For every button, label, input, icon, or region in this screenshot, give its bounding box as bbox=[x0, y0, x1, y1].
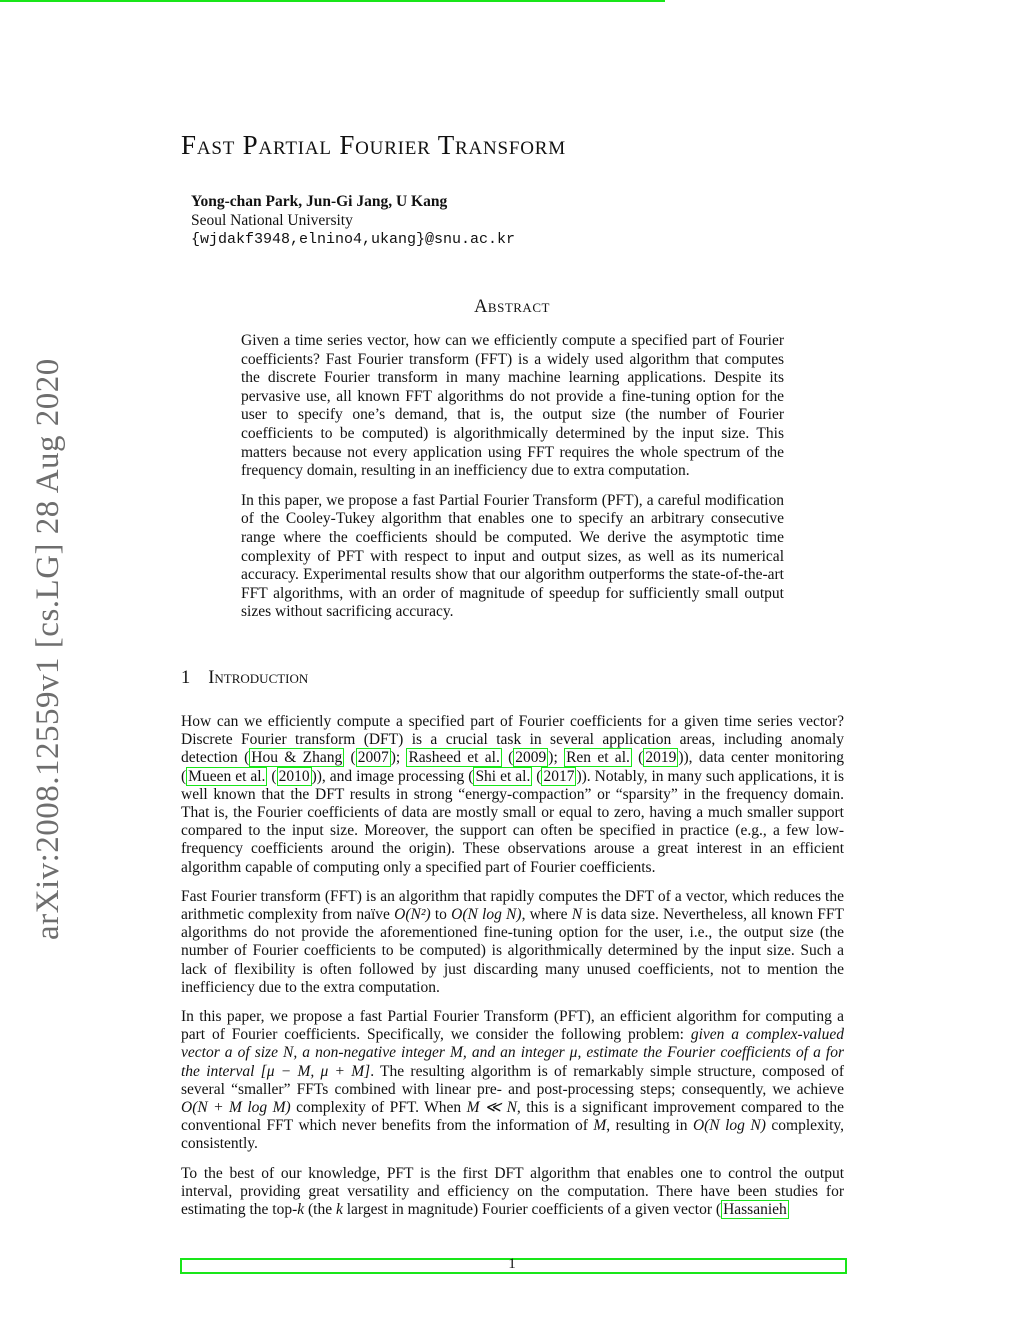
citation-link[interactable]: 2017 bbox=[543, 767, 575, 785]
abstract-paragraph: Given a time series vector, how can we efficiently compute a specified part of Fourier coefficients? Fast Fourier transform (FFT) is a widely used algorithm that computes the discrete Fourier transform in many machine learning applications. Despite its pervasive use, all known FFT algorithms do not provide a fine-tuning option for the user to specify one’s demand, that is, the output size (the number of Fourier coefficients to be computed) is algorithmically determined by the input size. This matters because not every application using FFT requires the whole spectrum of the frequency domain, resulting in an inefficiency due to extra computation. bbox=[241, 332, 784, 480]
intro-paragraph-3: In this paper, we propose a fast Partial Fourier Transform (PFT), an efficient algorithm for computing a part of Fourier coefficients. Specifically, we consider the following problem: given a complex-valued vector a of size N, a non-negative integer M, and an integer μ, estimate the Fourier coefficients of a for the interval [μ − M, μ + M]. The resulting algorithm is of remarkably simple structure, composed of several “smaller” FFTs combined with linear pre- and post-processing steps; consequently, we achieve O(N + M log M) complexity of PFT. When M ≪ N, this is a significant improvement compared to the conventional FFT which never benefits from the information of M, resulting in O(N log N) complexity, consistently. bbox=[181, 1008, 844, 1153]
section-number: 1 bbox=[181, 668, 191, 688]
math-expression: M bbox=[593, 1117, 607, 1135]
citation-link[interactable]: Rasheed et al. bbox=[408, 749, 500, 767]
citation-link[interactable]: Mueen et al. bbox=[188, 767, 266, 785]
math-expression: O(N log N) bbox=[692, 1117, 766, 1135]
intro-paragraph-2: Fast Fourier transform (FFT) is an algorithm that rapidly computes the DFT of a vector, which reduces the arithmetic complexity from naïve O(N²) to O(N log N), where N is data size. Nevertheless, all known FFT algorithms do not provide the aforementioned fine-tuning option for the user, i.e., the output size (the number of Fourier coefficients to be computed) is algorithmically determined by the input size. Such a lack of flexibility is often followed by just discarding many unused coefficients, not to mention the inefficiency due to the extra computation. bbox=[181, 887, 845, 996]
problem-statement: given a complex-valued vector a of size N, a non-negative integer M, and an integer μ, estimate the Fourier coefficients of a for the interval [μ − M, μ + M] bbox=[181, 1026, 844, 1080]
citation-link[interactable]: Shi et al. bbox=[475, 767, 531, 785]
math-expression: O(N log N) bbox=[451, 906, 522, 924]
citation-link[interactable]: Ren et al. bbox=[566, 749, 630, 767]
math-expression: k bbox=[335, 1201, 343, 1219]
section-title: Introduction bbox=[208, 668, 309, 688]
citation-link[interactable]: Hou & Zhang bbox=[251, 749, 343, 767]
math-expression: O(N + M log M) bbox=[181, 1099, 291, 1117]
citation-link[interactable]: 2010 bbox=[278, 767, 310, 785]
abstract-heading: Abstract bbox=[474, 297, 550, 317]
math-expression: M ≪ N bbox=[466, 1099, 517, 1117]
page-number: 1 bbox=[508, 1256, 516, 1272]
intro-paragraph-4: To the best of our knowledge, PFT is the first DFT algorithm that enables one to control the output interval, providing great versatility and efficiency on the computation. There have been studies for estimating the top-k (the k largest in magnitude) Fourier coefficients of a given vector ( Hassanieh bbox=[181, 1164, 844, 1219]
intro-paragraph-1: How can we efficiently compute a specified part of Fourier coefficients for a given time series vector? Discrete Fourier transform (DFT) is a crucial task in several application areas, including anomaly detection ( Hou & Zhang ( 2007 ); Rasheed et al. ( 2009 ); Ren et al. ( 2019 )), data center monitoring ( Mueen et al. ( 2010 )), and image processing ( Shi et al. ( 2017 )). Notably, in many such applications, it is well known that the DFT results in strong “energy-compaction” or “sparsity” in the frequency domain. That is, the Fourier coefficients of data are mostly small or equal to zero, having a much smaller support compared to the input size. Moreover, the support can often be specified in practice (e.g., a few low-frequency coefficients around the origin). These observations arouse a great interest in an efficient algorithm capable of computing only a specified part of Fourier coefficients. bbox=[181, 713, 844, 876]
top-link-border bbox=[0, 0, 665, 2]
citation-link[interactable]: Hassanieh bbox=[723, 1201, 787, 1219]
paper-affiliation: Seoul National University bbox=[191, 212, 353, 229]
paper-email: {wjdakf3948,elnino4,ukang}@snu.ac.kr bbox=[191, 231, 516, 248]
abstract-paragraph: In this paper, we propose a fast Partial Fourier Transform (PFT), a careful modification of the Cooley-Tukey algorithm that enables one to specify an arbitrary consecutive range where the coefficients should be computed. We derive the asymptotic time complexity of PFT with respect to input and output sizes, as well as its numerical accuracy. Experimental results show that our algorithm outperforms the state-of-the-art FFT algorithms, with an order of magnitude of speedup for sufficiently small output sizes without sacrificing accuracy. bbox=[241, 491, 784, 621]
abstract-body bbox=[241, 332, 784, 633]
citation-link[interactable]: 2009 bbox=[515, 749, 547, 767]
math-expression: O(N²) bbox=[394, 906, 431, 924]
math-expression: N bbox=[571, 906, 583, 924]
citation-link[interactable]: 2019 bbox=[645, 749, 677, 767]
section-heading bbox=[181, 668, 308, 689]
paper-title: Fast Partial Fourier Transform bbox=[181, 130, 566, 160]
intro-body bbox=[181, 713, 844, 1230]
arxiv-identifier: arXiv:2008.12559v1 [cs.LG] 28 Aug 2020 bbox=[30, 358, 66, 940]
citation-link[interactable]: 2007 bbox=[357, 749, 389, 767]
paper-authors: Yong-chan Park, Jun-Gi Jang, U Kang bbox=[191, 193, 448, 210]
math-expression: k bbox=[297, 1201, 305, 1219]
